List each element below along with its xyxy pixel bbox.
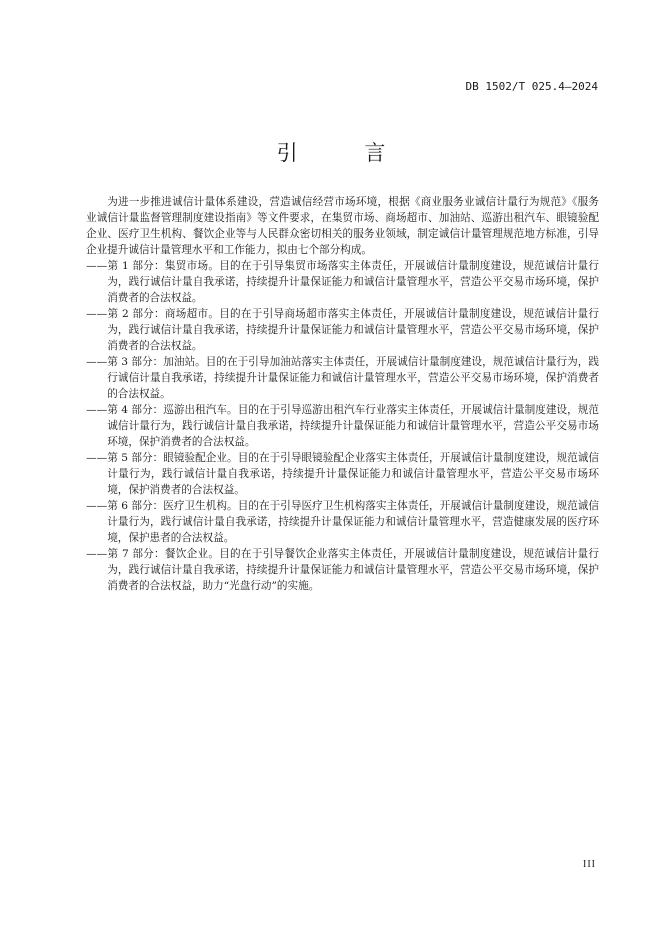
part-lead: ——第 4 部分：巡游出租汽车。 <box>86 404 238 416</box>
part-text: 目的在于引导集贸市场落实主体责任，开展诚信计量制度建设，规范诚信计量行为，践行诚信计量自我承诺，持续提升计量保证能力和诚信计量管理水平，营造公平交易市场环境，保护消费者的合法权益。 <box>107 260 600 304</box>
part-lead: ——第 2 部分：商场超市。 <box>86 308 220 320</box>
part-item <box>86 546 599 594</box>
part-lead: ——第 6 部分：医疗卫生机构。 <box>86 500 238 512</box>
part-lead: ——第 7 部分：餐饮企业。 <box>86 548 220 560</box>
part-text: 目的在于引导眼镜验配企业落实主体责任，开展诚信计量制度建设，规范诚信计量行为，践行诚信计量自我承诺，持续提升计量保证能力和诚信计量管理水平，营造公平交易市场环境，保护消费者的合法权益。 <box>107 452 600 496</box>
page-title: 引 言 <box>276 141 416 165</box>
part-item <box>86 402 599 450</box>
part-item <box>86 258 599 306</box>
document-code: DB 1502/T 025.4—2024 <box>465 80 598 93</box>
part-item <box>86 450 599 498</box>
part-text: 目的在于引导医疗卫生机构落实主体责任，开展诚信计量制度建设，规范诚信计量行为，践行诚信计量自我承诺，持续提升计量保证能力和诚信计量管理水平，营造健康发展的医疗环境，保护患者的合法权益。 <box>107 500 600 544</box>
part-text: 目的在于引导商场超市落实主体责任，开展诚信计量制度建设，规范诚信计量行为，践行诚信计量自我承诺，持续提升计量保证能力和诚信计量管理水平，营造公平交易市场环境，保护消费者的合法权益。 <box>107 308 600 352</box>
part-item <box>86 354 599 402</box>
page-number: III <box>583 859 596 870</box>
intro-paragraph: 为进一步推进诚信计量体系建设，营造诚信经营市场环境，根据《商业服务业诚信计量行为规范》《服务业诚信计量监督管理制度建设指南》等文件要求，在集贸市场、商场超市、加油站、巡游出租汽车、眼镜验配企业、医疗卫生机构、餐饮企业等与人民群众密切相关的服务业领域，制定诚信计量管理规范地方标准，引导企业提升诚信计量管理水平和工作能力，拟由七个部分构成。 <box>86 196 599 256</box>
part-lead: ——第 5 部分：眼镜验配企业。 <box>86 452 238 464</box>
part-text: 目的在于引导加油站落实主体责任，开展诚信计量制度建设，规范诚信计量行为，践行诚信计量自我承诺，持续提升计量保证能力和诚信计量管理水平，营造公平交易市场环境，保护消费者的合法权益。 <box>107 356 599 400</box>
part-text: 目的在于引导餐饮企业落实主体责任，开展诚信计量制度建设，规范诚信计量行为，践行诚信计量自我承诺，持续提升计量保证能力和诚信计量管理水平，营造公平交易市场环境，保护消费者的合法权益，助力“光盘行动”的实施。 <box>107 548 600 592</box>
part-lead: ——第 3 部分：加油站。 <box>86 356 206 368</box>
part-lead: ——第 1 部分：集贸市场。 <box>86 260 220 272</box>
part-item <box>86 498 599 546</box>
part-item <box>86 306 599 354</box>
body-text <box>86 194 599 594</box>
part-text: 目的在于引导巡游出租汽车行业落实主体责任，开展诚信计量制度建设，规范诚信计量行为，践行诚信计量自我承诺，持续提升计量保证能力和诚信计量管理水平，营造公平交易市场环境，保护消费者的合法权益。 <box>107 404 600 448</box>
